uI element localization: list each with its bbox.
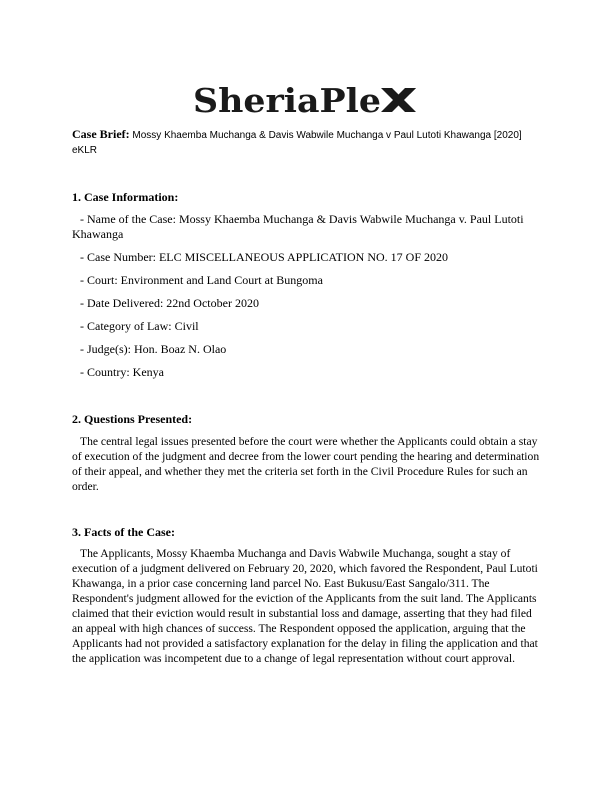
sheriaplex-logo [0,74,612,124]
category-of-law: - Category of Law: Civil [80,319,199,333]
judges: - Judge(s): Hon. Boaz N. Olao [80,342,227,356]
case-brief-text: Mossy Khaemba Muchanga & Davis Wabwile Muchanga v Paul Lutoti Khawanga [2020] eKLR [72,130,522,156]
case-brief-title [72,127,542,158]
section-heading-case-information: 1. Case Information: [72,190,179,204]
section-heading-questions-presented: 2. Questions Presented: [72,412,193,426]
logo-wordmark: SheriaPle [193,81,381,120]
case-name-line-2: Khawanga [72,227,124,241]
facts-paragraph: The Applicants, Mossy Khaemba Muchanga and Davis Wabwile Muchanga, sought a stay of execution of a judgment delivered on February 20, 2020, which favored the Respondent, Paul Lutoti Khawanga, in a prior case concerning land parcel No. East Bukusu/East Sangalo/311. The Respondent's judgment allowed for the eviction of the Applicants from the suit land. The Applicants claimed that their eviction would result in substantial loss and damage, asserting that they had filed an appeal with high chances of success. The Respondent opposed the application, arguing that the Applicants had not provided a satisfactory explanation for the delay in filing the application and that the application was incompetent due to a change of legal representation without court approval. [72,547,538,665]
logo-x-mark [381,88,416,112]
questions-presented-paragraph: The central legal issues presented before the court were whether the Applicants could obtain a stay of execution of the judgment and decree from the lower court pending the hearing and determination of their appeal, and whether they met the criteria set forth in the Civil Procedure Rules for such an order. [72,435,540,493]
logo-graphic [0,74,612,124]
section-heading-facts: 3. Facts of the Case: [72,525,175,539]
country: - Country: Kenya [80,365,164,379]
court: - Court: Environment and Land Court at Bungoma [80,273,323,287]
date-delivered: - Date Delivered: 22nd October 2020 [80,296,259,310]
case-brief-label: Case Brief: [72,127,130,141]
case-number: - Case Number: ELC MISCELLANEOUS APPLICATION NO. 17 OF 2020 [80,250,448,264]
case-name-line-1: - Name of the Case: Mossy Khaemba Muchanga & Davis Wabwile Muchanga v. Paul Lutoti [80,212,524,226]
